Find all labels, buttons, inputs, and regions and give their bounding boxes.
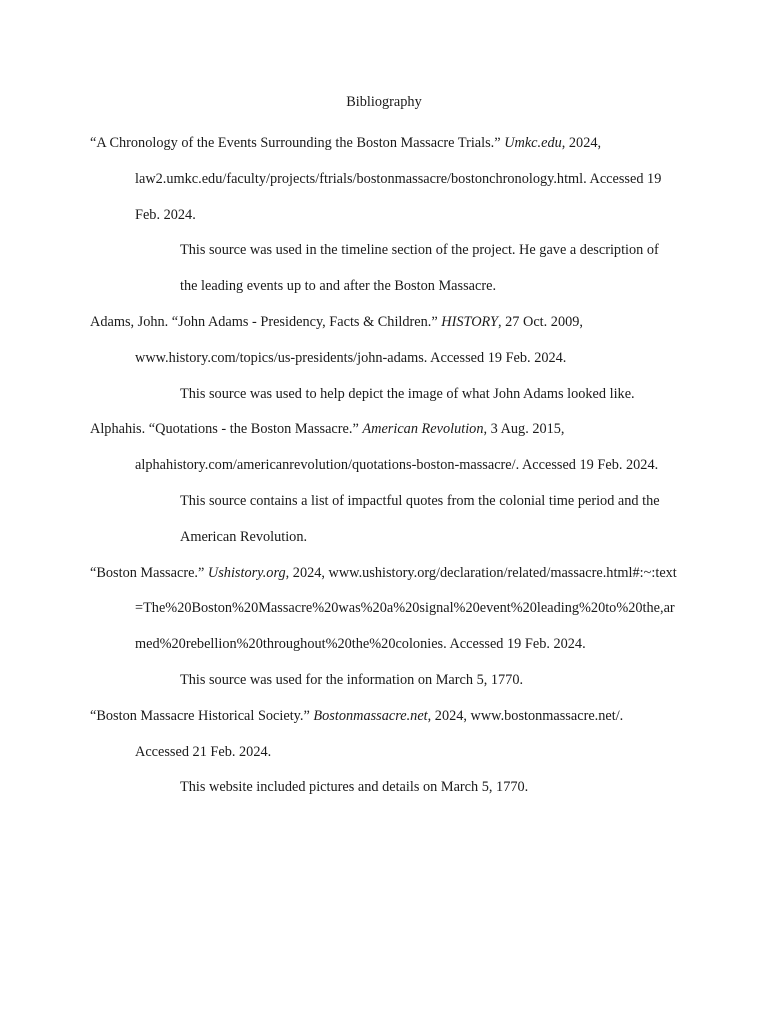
citation-entry	[90, 556, 678, 663]
citation-rest: , 2024, law2.umkc.edu/faculty/projects/ftrials/bostonmassacre/bostonchronology.html. Accessed 19 Feb. 2024.	[135, 135, 662, 223]
citation-lead: “Boston Massacre Historical Society.”	[90, 707, 314, 724]
citation-rest: , 3 Aug. 2015, alphahistory.com/americanrevolution/quotations-boston-massacre/. Accessed 19 Feb. 2024.	[135, 421, 659, 474]
citation-container: HISTORY	[441, 313, 498, 330]
citation-entry	[90, 699, 678, 771]
citation-container: American Revolution	[362, 421, 484, 438]
citation-annotation: This source was used to help depict the image of what John Adams looked like.	[180, 385, 635, 402]
citation-entry	[90, 412, 678, 484]
citation-container: Ushistory.org	[207, 564, 286, 581]
citation-rest: , 2024, www.ushistory.org/declaration/related/massacre.html#:~:text=The%20Boston%20Massacre%20was%20a%20signal%20event%20leading%20to%20the,armed%20rebellion%20throughout%20the%20colonies. Accessed 19 Feb. 2024.	[135, 564, 677, 653]
citation-rest: , 2024, www.bostonmassacre.net/. Accessed 21 Feb. 2024.	[135, 707, 624, 760]
citation-lead: Alphahis. “Quotations - the Boston Massacre.”	[90, 421, 363, 438]
citation-container: Umkc.edu	[504, 135, 562, 151]
citation-lead: “Boston Massacre.”	[90, 564, 208, 581]
citation-annotation: This website included pictures and details on March 5, 1770.	[180, 779, 529, 796]
citation-rest: , 27 Oct. 2009, www.history.com/topics/us-presidents/john-adams. Accessed 19 Feb. 2024.	[135, 313, 583, 366]
citation-annotation: This source contains a list of impactful quotes from the colonial time period and the American Revolution.	[180, 492, 660, 545]
citation-container: Bostonmassacre.net	[313, 707, 428, 724]
page-title: Bibliography	[346, 94, 422, 110]
citation-entry	[90, 126, 678, 233]
citation-annotation: This source was used in the timeline section of the project. He gave a description of the leading events up to and after the Boston Massacre.	[180, 242, 659, 295]
citation-annotation: This source was used for the information on March 5, 1770.	[180, 671, 524, 688]
citation-entry	[90, 305, 678, 377]
citation-lead: Adams, John. “John Adams - Presidency, Facts & Children.”	[90, 313, 442, 330]
citation-lead: “A Chronology of the Events Surrounding the Boston Massacre Trials.”	[90, 135, 505, 151]
